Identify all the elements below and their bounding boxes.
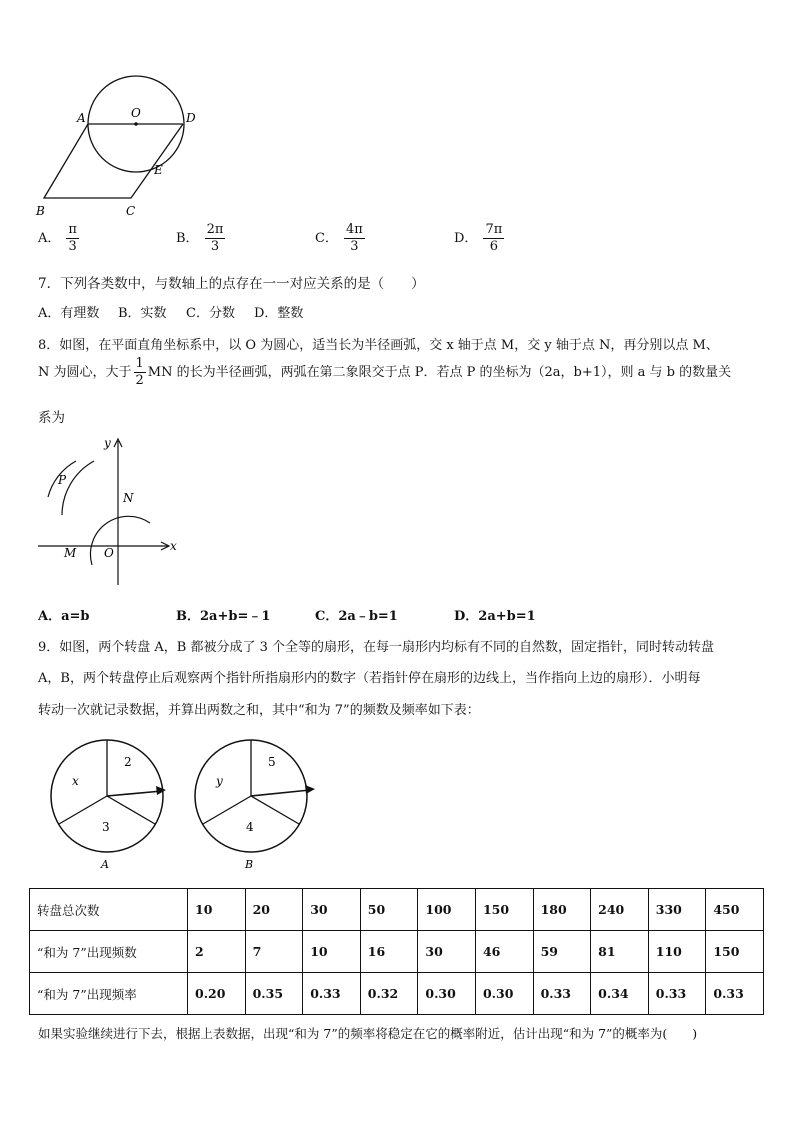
q6-option-a[interactable] (38, 222, 79, 255)
q8-line-3: 系为 (38, 410, 65, 426)
table-cell: 0.20 (188, 973, 246, 1015)
table-cell: 110 (648, 931, 706, 973)
table-cell: 0.35 (245, 973, 303, 1015)
label-b: B (36, 204, 45, 218)
table-cell: 10 (303, 931, 361, 973)
fraction: $\frac{4\pi}{3}$ (345, 222, 363, 254)
label-a: A (77, 111, 86, 125)
q8-option-d[interactable]: D．2a+b=1 (454, 609, 536, 624)
row-header: “和为 7”出现频数 (30, 931, 188, 973)
label-x: x (170, 539, 177, 553)
q7-option-a[interactable]: A．有理数 (38, 306, 100, 321)
divider (107, 796, 155, 824)
label-y: y (104, 436, 111, 450)
divider (59, 796, 107, 824)
table-cell: 0.32 (360, 973, 418, 1015)
q6-option-d[interactable] (454, 222, 504, 255)
fraction: $\frac{\pi}{3}$ (68, 222, 77, 254)
row-header: “和为 7”出现频率 (30, 973, 188, 1015)
table-cell: 7 (245, 931, 303, 973)
pointer (251, 790, 310, 796)
option-letter: C． (315, 231, 338, 246)
q7-option-b[interactable]: B．实数 (118, 306, 167, 321)
q6-option-c[interactable] (315, 222, 365, 255)
sector-right: 2 (124, 755, 132, 769)
table-row (30, 973, 764, 1015)
table-row (30, 889, 764, 931)
table-cell: 100 (418, 889, 476, 931)
q7-option-d[interactable]: D．整数 (254, 306, 304, 321)
table-cell: 30 (418, 931, 476, 973)
frequency-table (29, 888, 764, 1015)
table-cell: 450 (706, 889, 764, 931)
spinner-caption: A (101, 858, 109, 871)
center-dot (134, 122, 138, 126)
option-letter: D． (454, 231, 478, 246)
fraction: $\frac{2\pi}{3}$ (206, 222, 224, 254)
parallelogram (44, 124, 183, 198)
q8-option-b[interactable]: B．2a+b=﹣1 (176, 609, 271, 624)
table-cell: 30 (303, 889, 361, 931)
q6-option-b[interactable] (176, 222, 225, 255)
sector-left: x (72, 774, 79, 788)
q8-option-a[interactable]: A．a=b (38, 609, 90, 624)
table-cell: 0.33 (533, 973, 591, 1015)
table-cell: 150 (706, 931, 764, 973)
sector-bottom: 3 (102, 820, 110, 834)
option-letter: A． (38, 231, 61, 246)
q8-line-2: N 为圆心，大于 $\frac{1}{2}$ MN 的长为半径画弧，两弧在第二象限交于点 P．若点 P 的坐标为（2a，b+1），则 a 与 b 的数量关 (38, 356, 732, 388)
q7-option-c[interactable]: C．分数 (186, 306, 235, 321)
table-cell: 150 (475, 889, 533, 931)
label-n: N (123, 491, 134, 505)
table-cell: 16 (360, 931, 418, 973)
q9-line-3: 转动一次就记录数据，并算出两数之和，其中“和为 7”的频数及频率如下表： (38, 703, 480, 718)
table-cell: 0.33 (706, 973, 764, 1015)
table-row (30, 931, 764, 973)
label-m: M (64, 546, 77, 560)
table-cell: 2 (188, 931, 246, 973)
table-cell: 0.33 (648, 973, 706, 1015)
table-cell: 330 (648, 889, 706, 931)
pointer-head (305, 785, 315, 794)
label-c: C (126, 204, 136, 218)
sector-right: 5 (268, 755, 276, 769)
row-header: 转盘总次数 (30, 889, 188, 931)
table-cell: 59 (533, 931, 591, 973)
table-cell: 0.33 (303, 973, 361, 1015)
spinner-a (44, 734, 174, 874)
spinner-b (188, 734, 328, 874)
q8-line-1: 8．如图，在平面直角坐标系中，以 O 为圆心，适当长为半径画弧，交 x 轴于点 M，交 y 轴于点 N，再分别以点 M、 (38, 338, 719, 353)
sector-left: y (216, 774, 223, 788)
table-cell: 180 (533, 889, 591, 931)
q8-option-c[interactable]: C．2a﹣b=1 (315, 609, 398, 624)
table-cell: 10 (188, 889, 246, 931)
fraction: $\frac{7\pi}{6}$ (485, 222, 503, 254)
label-e: E (154, 163, 163, 177)
pointer-head (156, 786, 166, 795)
divider (203, 796, 251, 824)
q9-footer: 如果实验继续进行下去，根据上表数据，出现“和为 7”的频率将稳定在它的概率附近，估计出现“和为 7”的概率为( ) (38, 1026, 698, 1041)
table-cell: 240 (591, 889, 649, 931)
fraction-half: $\frac{1}{2}$ (135, 356, 144, 388)
option-letter: B． (176, 231, 199, 246)
q6-figure (30, 70, 210, 220)
sector-bottom: 4 (246, 820, 254, 834)
pointer (107, 791, 162, 796)
q7-stem: 7．下列各类数中，与数轴上的点存在一一对应关系的是（ ） (38, 276, 425, 292)
table-cell: 0.34 (591, 973, 649, 1015)
table-cell: 0.30 (475, 973, 533, 1015)
table-cell: 20 (245, 889, 303, 931)
table-cell: 50 (360, 889, 418, 931)
arc-o (90, 516, 150, 565)
label-p: P (58, 473, 67, 487)
divider (251, 796, 299, 824)
q9-line-2: A，B，两个转盘停止后观察两个指针所指扇形内的数字（若指针停在扇形的边线上，当作指向上边的扇形）．小明每 (38, 671, 701, 686)
label-o: O (131, 106, 141, 120)
label-o: O (104, 546, 114, 560)
spinner-caption: B (245, 858, 254, 871)
q8-figure (34, 433, 184, 588)
table-cell: 81 (591, 931, 649, 973)
table-cell: 0.30 (418, 973, 476, 1015)
table-cell: 46 (475, 931, 533, 973)
q9-line-1: 9．如图，两个转盘 A，B 都被分成了 3 个全等的扇形，在每一扇形内均标有不同的自然数，固定指针，同时转动转盘 (38, 640, 715, 655)
label-d: D (186, 111, 196, 125)
arc-m (62, 461, 94, 515)
